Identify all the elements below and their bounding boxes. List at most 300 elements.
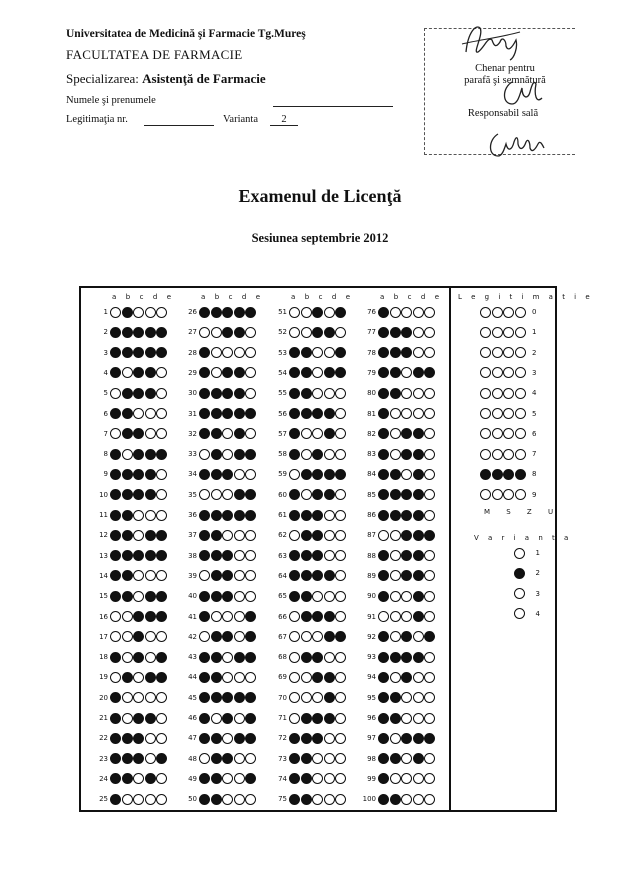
filled-bubble[interactable] [289, 408, 300, 419]
empty-bubble[interactable] [145, 652, 156, 663]
filled-bubble[interactable] [199, 611, 210, 622]
empty-bubble[interactable] [156, 408, 167, 419]
empty-bubble[interactable] [234, 347, 245, 358]
filled-bubble[interactable] [122, 773, 133, 784]
empty-bubble[interactable] [401, 367, 412, 378]
filled-bubble[interactable] [324, 611, 335, 622]
filled-bubble[interactable] [301, 773, 312, 784]
empty-bubble[interactable] [110, 672, 121, 683]
filled-bubble[interactable] [234, 652, 245, 663]
empty-bubble[interactable] [110, 631, 121, 642]
filled-bubble[interactable] [156, 753, 167, 764]
empty-bubble[interactable] [413, 631, 424, 642]
empty-bubble[interactable] [234, 753, 245, 764]
empty-bubble[interactable] [401, 591, 412, 602]
filled-bubble[interactable] [110, 591, 121, 602]
filled-bubble[interactable] [245, 408, 256, 419]
filled-bubble[interactable] [122, 570, 133, 581]
empty-bubble[interactable] [424, 773, 435, 784]
empty-bubble[interactable] [480, 367, 491, 378]
empty-bubble[interactable] [301, 692, 312, 703]
filled-bubble[interactable] [401, 449, 412, 460]
empty-bubble[interactable] [145, 570, 156, 581]
filled-bubble[interactable] [324, 692, 335, 703]
filled-bubble[interactable] [110, 773, 121, 784]
filled-bubble[interactable] [133, 327, 144, 338]
empty-bubble[interactable] [335, 388, 346, 399]
empty-bubble[interactable] [145, 794, 156, 805]
empty-bubble[interactable] [390, 550, 401, 561]
empty-bubble[interactable] [222, 428, 233, 439]
empty-bubble[interactable] [413, 347, 424, 358]
filled-bubble[interactable] [301, 713, 312, 724]
empty-bubble[interactable] [312, 367, 323, 378]
empty-bubble[interactable] [413, 773, 424, 784]
filled-bubble[interactable] [301, 753, 312, 764]
filled-bubble[interactable] [222, 367, 233, 378]
empty-bubble[interactable] [199, 489, 210, 500]
empty-bubble[interactable] [234, 794, 245, 805]
filled-bubble[interactable] [312, 611, 323, 622]
filled-bubble[interactable] [289, 428, 300, 439]
empty-bubble[interactable] [503, 307, 514, 318]
empty-bubble[interactable] [245, 570, 256, 581]
filled-bubble[interactable] [133, 428, 144, 439]
empty-bubble[interactable] [324, 733, 335, 744]
empty-bubble[interactable] [312, 428, 323, 439]
empty-bubble[interactable] [301, 672, 312, 683]
filled-bubble[interactable] [211, 570, 222, 581]
filled-bubble[interactable] [156, 550, 167, 561]
empty-bubble[interactable] [156, 489, 167, 500]
filled-bubble[interactable] [324, 672, 335, 683]
filled-bubble[interactable] [245, 631, 256, 642]
empty-bubble[interactable] [492, 449, 503, 460]
empty-bubble[interactable] [515, 428, 526, 439]
empty-bubble[interactable] [133, 591, 144, 602]
filled-bubble[interactable] [234, 388, 245, 399]
filled-bubble[interactable] [110, 652, 121, 663]
empty-bubble[interactable] [301, 307, 312, 318]
filled-bubble[interactable] [145, 591, 156, 602]
filled-bubble[interactable] [301, 733, 312, 744]
filled-bubble[interactable] [335, 347, 346, 358]
empty-bubble[interactable] [234, 530, 245, 541]
empty-bubble[interactable] [480, 408, 491, 419]
filled-bubble[interactable] [390, 327, 401, 338]
filled-bubble[interactable] [401, 428, 412, 439]
filled-bubble[interactable] [378, 713, 389, 724]
filled-bubble[interactable] [122, 530, 133, 541]
filled-bubble[interactable] [413, 611, 424, 622]
filled-bubble[interactable] [145, 347, 156, 358]
empty-bubble[interactable] [424, 469, 435, 480]
empty-bubble[interactable] [413, 408, 424, 419]
empty-bubble[interactable] [401, 794, 412, 805]
filled-bubble[interactable] [110, 753, 121, 764]
filled-bubble[interactable] [378, 408, 389, 419]
empty-bubble[interactable] [424, 347, 435, 358]
empty-bubble[interactable] [199, 570, 210, 581]
empty-bubble[interactable] [289, 327, 300, 338]
empty-bubble[interactable] [110, 307, 121, 318]
empty-bubble[interactable] [424, 652, 435, 663]
filled-bubble[interactable] [110, 449, 121, 460]
empty-bubble[interactable] [413, 794, 424, 805]
empty-bubble[interactable] [390, 408, 401, 419]
filled-bubble[interactable] [378, 327, 389, 338]
empty-bubble[interactable] [424, 550, 435, 561]
empty-bubble[interactable] [289, 672, 300, 683]
filled-bubble[interactable] [424, 733, 435, 744]
empty-bubble[interactable] [301, 428, 312, 439]
empty-bubble[interactable] [492, 408, 503, 419]
empty-bubble[interactable] [335, 713, 346, 724]
empty-bubble[interactable] [324, 773, 335, 784]
empty-bubble[interactable] [503, 408, 514, 419]
filled-bubble[interactable] [145, 367, 156, 378]
filled-bubble[interactable] [378, 672, 389, 683]
filled-bubble[interactable] [424, 631, 435, 642]
filled-bubble[interactable] [122, 733, 133, 744]
filled-bubble[interactable] [211, 449, 222, 460]
empty-bubble[interactable] [145, 510, 156, 521]
empty-bubble[interactable] [301, 327, 312, 338]
filled-bubble[interactable] [211, 631, 222, 642]
filled-bubble[interactable] [301, 347, 312, 358]
filled-bubble[interactable] [312, 570, 323, 581]
filled-bubble[interactable] [133, 713, 144, 724]
empty-bubble[interactable] [413, 713, 424, 724]
filled-bubble[interactable] [378, 753, 389, 764]
empty-bubble[interactable] [245, 753, 256, 764]
empty-bubble[interactable] [390, 611, 401, 622]
filled-bubble[interactable] [312, 449, 323, 460]
filled-bubble[interactable] [324, 428, 335, 439]
filled-bubble[interactable] [199, 773, 210, 784]
empty-bubble[interactable] [503, 388, 514, 399]
empty-bubble[interactable] [222, 347, 233, 358]
filled-bubble[interactable] [222, 753, 233, 764]
filled-bubble[interactable] [390, 469, 401, 480]
filled-bubble[interactable] [289, 347, 300, 358]
filled-bubble[interactable] [199, 692, 210, 703]
filled-bubble[interactable] [245, 692, 256, 703]
filled-bubble[interactable] [390, 794, 401, 805]
filled-bubble[interactable] [211, 530, 222, 541]
empty-bubble[interactable] [424, 449, 435, 460]
filled-bubble[interactable] [145, 611, 156, 622]
empty-bubble[interactable] [211, 367, 222, 378]
filled-bubble[interactable] [378, 794, 389, 805]
filled-bubble[interactable] [234, 733, 245, 744]
filled-bubble[interactable] [289, 753, 300, 764]
empty-bubble[interactable] [401, 713, 412, 724]
filled-bubble[interactable] [110, 530, 121, 541]
empty-bubble[interactable] [515, 449, 526, 460]
filled-bubble[interactable] [301, 530, 312, 541]
empty-bubble[interactable] [492, 327, 503, 338]
empty-bubble[interactable] [133, 672, 144, 683]
empty-bubble[interactable] [133, 307, 144, 318]
filled-bubble[interactable] [222, 550, 233, 561]
filled-bubble[interactable] [413, 550, 424, 561]
filled-bubble[interactable] [234, 307, 245, 318]
filled-bubble[interactable] [133, 367, 144, 378]
empty-bubble[interactable] [234, 550, 245, 561]
filled-bubble[interactable] [378, 367, 389, 378]
filled-bubble[interactable] [199, 307, 210, 318]
empty-bubble[interactable] [390, 449, 401, 460]
empty-bubble[interactable] [390, 591, 401, 602]
filled-bubble[interactable] [413, 469, 424, 480]
filled-bubble[interactable] [110, 733, 121, 744]
empty-bubble[interactable] [245, 428, 256, 439]
empty-bubble[interactable] [156, 733, 167, 744]
filled-bubble[interactable] [312, 713, 323, 724]
filled-bubble[interactable] [245, 449, 256, 460]
filled-bubble[interactable] [145, 672, 156, 683]
empty-bubble[interactable] [222, 489, 233, 500]
empty-bubble[interactable] [312, 631, 323, 642]
filled-bubble[interactable] [390, 652, 401, 663]
filled-bubble[interactable] [289, 489, 300, 500]
empty-bubble[interactable] [245, 367, 256, 378]
empty-bubble[interactable] [222, 449, 233, 460]
empty-bubble[interactable] [515, 367, 526, 378]
empty-bubble[interactable] [335, 591, 346, 602]
filled-bubble[interactable] [312, 307, 323, 318]
filled-bubble[interactable] [492, 469, 503, 480]
empty-bubble[interactable] [289, 631, 300, 642]
empty-bubble[interactable] [424, 794, 435, 805]
empty-bubble[interactable] [424, 307, 435, 318]
empty-bubble[interactable] [110, 611, 121, 622]
empty-bubble[interactable] [335, 611, 346, 622]
empty-bubble[interactable] [324, 794, 335, 805]
filled-bubble[interactable] [401, 570, 412, 581]
filled-bubble[interactable] [324, 570, 335, 581]
empty-bubble[interactable] [413, 307, 424, 318]
filled-bubble[interactable] [156, 652, 167, 663]
empty-bubble[interactable] [245, 347, 256, 358]
filled-bubble[interactable] [110, 794, 121, 805]
filled-bubble[interactable] [289, 570, 300, 581]
empty-bubble[interactable] [222, 733, 233, 744]
filled-bubble[interactable] [211, 408, 222, 419]
filled-bubble[interactable] [133, 611, 144, 622]
empty-bubble[interactable] [401, 307, 412, 318]
filled-bubble[interactable] [110, 367, 121, 378]
empty-bubble[interactable] [424, 489, 435, 500]
filled-bubble[interactable] [503, 469, 514, 480]
empty-bubble[interactable] [211, 347, 222, 358]
filled-bubble[interactable] [211, 692, 222, 703]
filled-bubble[interactable] [222, 591, 233, 602]
filled-bubble[interactable] [312, 510, 323, 521]
filled-bubble[interactable] [401, 510, 412, 521]
filled-bubble[interactable] [378, 307, 389, 318]
empty-bubble[interactable] [424, 611, 435, 622]
empty-bubble[interactable] [199, 449, 210, 460]
filled-bubble[interactable] [301, 794, 312, 805]
empty-bubble[interactable] [492, 428, 503, 439]
empty-bubble[interactable] [503, 489, 514, 500]
filled-bubble[interactable] [245, 733, 256, 744]
filled-bubble[interactable] [312, 408, 323, 419]
filled-bubble[interactable] [122, 388, 133, 399]
filled-bubble[interactable] [301, 550, 312, 561]
filled-bubble[interactable] [401, 347, 412, 358]
empty-bubble[interactable] [156, 631, 167, 642]
filled-bubble[interactable] [401, 530, 412, 541]
filled-bubble[interactable] [378, 733, 389, 744]
empty-bubble[interactable] [424, 570, 435, 581]
empty-bubble[interactable] [145, 307, 156, 318]
empty-bubble[interactable] [401, 611, 412, 622]
empty-bubble[interactable] [413, 388, 424, 399]
filled-bubble[interactable] [199, 794, 210, 805]
empty-bubble[interactable] [390, 428, 401, 439]
empty-bubble[interactable] [424, 327, 435, 338]
filled-bubble[interactable] [378, 631, 389, 642]
empty-bubble[interactable] [122, 692, 133, 703]
filled-bubble[interactable] [122, 591, 133, 602]
empty-bubble[interactable] [312, 591, 323, 602]
empty-bubble[interactable] [480, 388, 491, 399]
empty-bubble[interactable] [335, 692, 346, 703]
filled-bubble[interactable] [312, 469, 323, 480]
filled-bubble[interactable] [289, 773, 300, 784]
empty-bubble[interactable] [312, 388, 323, 399]
filled-bubble[interactable] [199, 672, 210, 683]
filled-bubble[interactable] [110, 692, 121, 703]
empty-bubble[interactable] [133, 773, 144, 784]
empty-bubble[interactable] [234, 631, 245, 642]
empty-bubble[interactable] [234, 713, 245, 724]
empty-bubble[interactable] [312, 753, 323, 764]
empty-bubble[interactable] [145, 428, 156, 439]
empty-bubble[interactable] [156, 794, 167, 805]
empty-bubble[interactable] [122, 652, 133, 663]
filled-bubble[interactable] [199, 530, 210, 541]
filled-bubble[interactable] [401, 489, 412, 500]
filled-bubble[interactable] [133, 631, 144, 642]
filled-bubble[interactable] [378, 773, 389, 784]
filled-bubble[interactable] [413, 489, 424, 500]
empty-bubble[interactable] [335, 733, 346, 744]
filled-bubble[interactable] [211, 753, 222, 764]
filled-bubble[interactable] [245, 773, 256, 784]
filled-bubble[interactable] [145, 550, 156, 561]
filled-bubble[interactable] [211, 550, 222, 561]
empty-bubble[interactable] [245, 794, 256, 805]
empty-bubble[interactable] [199, 631, 210, 642]
empty-bubble[interactable] [335, 327, 346, 338]
empty-bubble[interactable] [122, 631, 133, 642]
filled-bubble[interactable] [145, 469, 156, 480]
filled-bubble[interactable] [133, 550, 144, 561]
empty-bubble[interactable] [515, 347, 526, 358]
empty-bubble[interactable] [222, 794, 233, 805]
empty-bubble[interactable] [413, 692, 424, 703]
empty-bubble[interactable] [401, 469, 412, 480]
filled-bubble[interactable] [133, 733, 144, 744]
filled-bubble[interactable] [390, 713, 401, 724]
empty-bubble[interactable] [156, 773, 167, 784]
empty-bubble[interactable] [514, 588, 525, 599]
filled-bubble[interactable] [301, 469, 312, 480]
empty-bubble[interactable] [515, 408, 526, 419]
filled-bubble[interactable] [312, 550, 323, 561]
filled-bubble[interactable] [133, 388, 144, 399]
empty-bubble[interactable] [145, 631, 156, 642]
filled-bubble[interactable] [390, 367, 401, 378]
empty-bubble[interactable] [133, 408, 144, 419]
empty-bubble[interactable] [312, 773, 323, 784]
empty-bubble[interactable] [289, 307, 300, 318]
empty-bubble[interactable] [199, 753, 210, 764]
filled-bubble[interactable] [110, 550, 121, 561]
empty-bubble[interactable] [133, 794, 144, 805]
filled-bubble[interactable] [301, 388, 312, 399]
filled-bubble[interactable] [480, 469, 491, 480]
empty-bubble[interactable] [514, 548, 525, 559]
filled-bubble[interactable] [289, 591, 300, 602]
empty-bubble[interactable] [156, 388, 167, 399]
empty-bubble[interactable] [156, 692, 167, 703]
filled-bubble[interactable] [199, 550, 210, 561]
empty-bubble[interactable] [122, 611, 133, 622]
empty-bubble[interactable] [335, 672, 346, 683]
filled-bubble[interactable] [289, 550, 300, 561]
empty-bubble[interactable] [133, 570, 144, 581]
filled-bubble[interactable] [424, 530, 435, 541]
filled-bubble[interactable] [390, 347, 401, 358]
filled-bubble[interactable] [401, 672, 412, 683]
filled-bubble[interactable] [110, 347, 121, 358]
empty-bubble[interactable] [401, 408, 412, 419]
empty-bubble[interactable] [145, 753, 156, 764]
empty-bubble[interactable] [424, 713, 435, 724]
filled-bubble[interactable] [378, 591, 389, 602]
filled-bubble[interactable] [122, 753, 133, 764]
empty-bubble[interactable] [324, 510, 335, 521]
filled-bubble[interactable] [289, 367, 300, 378]
empty-bubble[interactable] [390, 307, 401, 318]
filled-bubble[interactable] [301, 570, 312, 581]
filled-bubble[interactable] [122, 307, 133, 318]
empty-bubble[interactable] [335, 530, 346, 541]
filled-bubble[interactable] [312, 672, 323, 683]
filled-bubble[interactable] [324, 469, 335, 480]
filled-bubble[interactable] [245, 510, 256, 521]
filled-bubble[interactable] [145, 713, 156, 724]
empty-bubble[interactable] [424, 428, 435, 439]
empty-bubble[interactable] [480, 489, 491, 500]
filled-bubble[interactable] [211, 794, 222, 805]
filled-bubble[interactable] [324, 489, 335, 500]
empty-bubble[interactable] [234, 672, 245, 683]
filled-bubble[interactable] [378, 489, 389, 500]
empty-bubble[interactable] [122, 713, 133, 724]
empty-bubble[interactable] [378, 530, 389, 541]
filled-bubble[interactable] [145, 327, 156, 338]
filled-bubble[interactable] [324, 408, 335, 419]
filled-bubble[interactable] [234, 449, 245, 460]
filled-bubble[interactable] [145, 773, 156, 784]
empty-bubble[interactable] [335, 428, 346, 439]
